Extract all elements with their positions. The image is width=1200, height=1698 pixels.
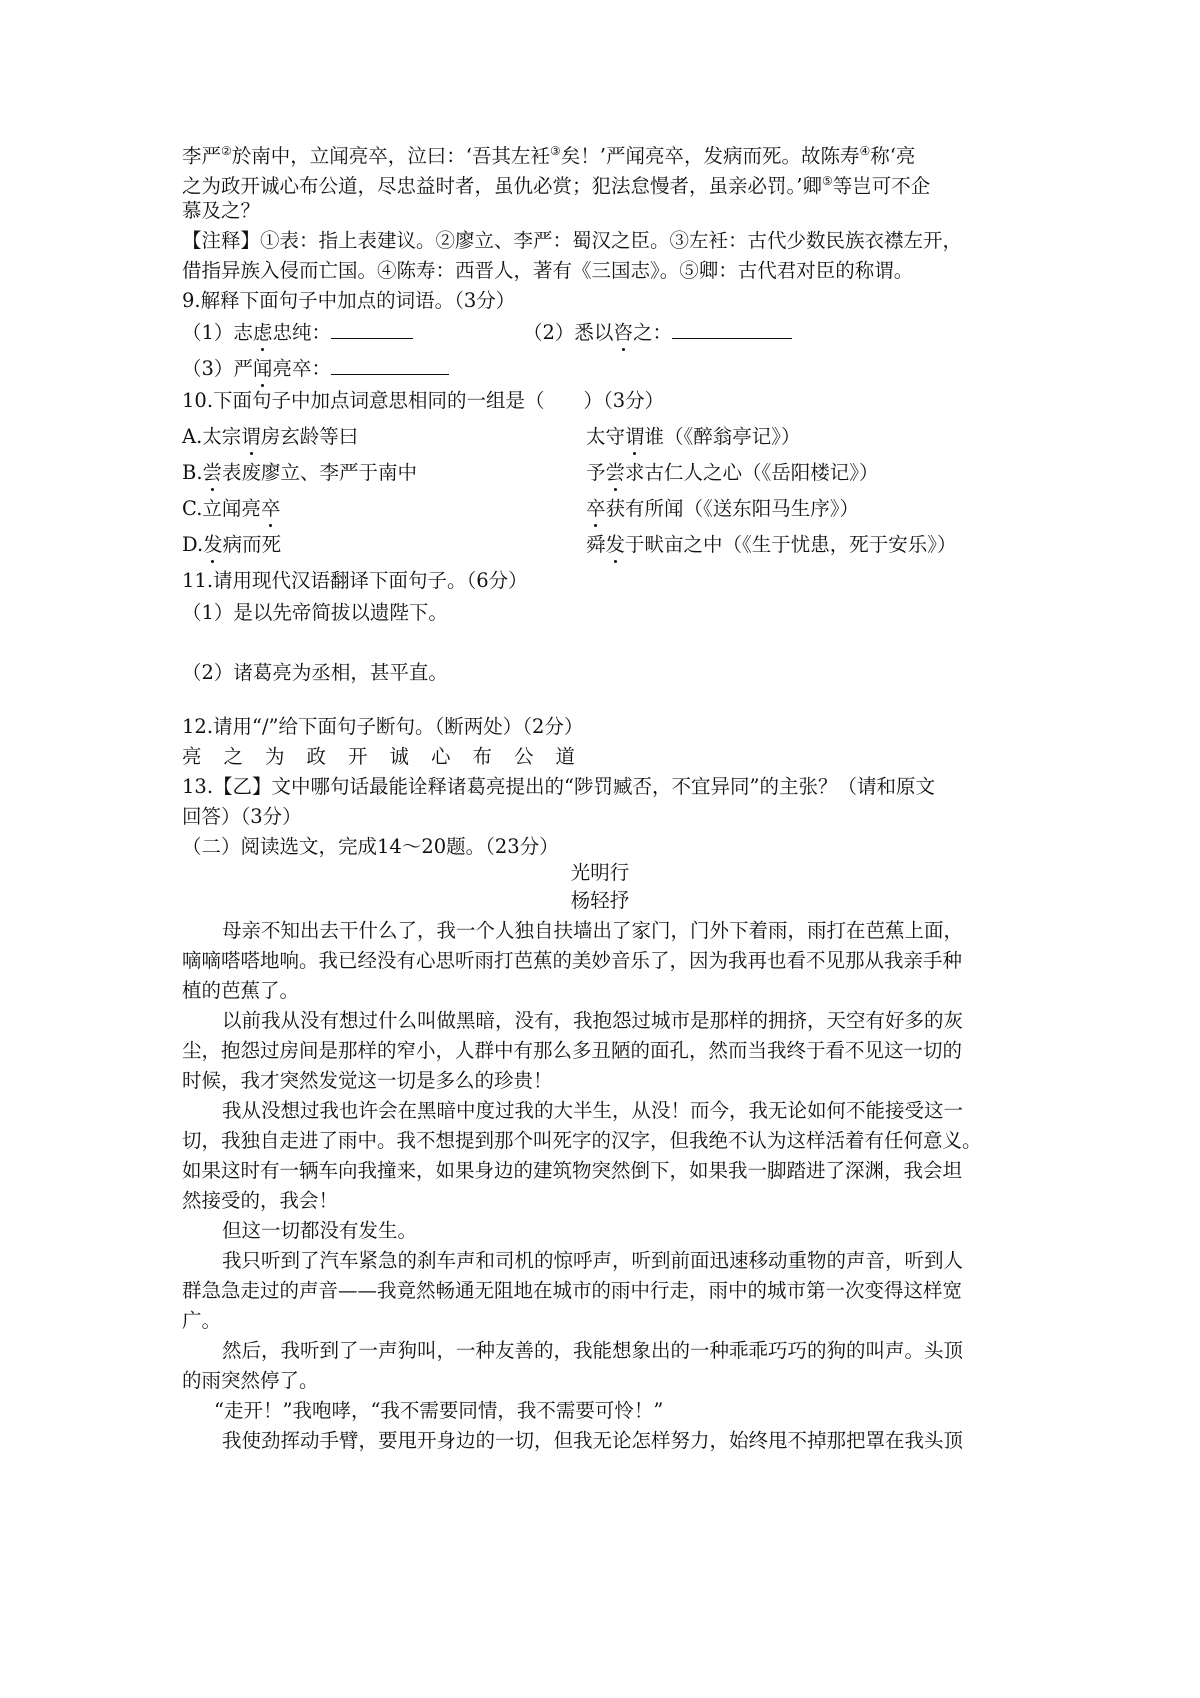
paragraph-5-line-1: 我只听到了汽车紧急的刹车声和司机的惊呼声，听到前面迅速移动重物的声音，听到人: [222, 1249, 964, 1272]
option-c-compare: 卒获有所闻（《送东阳马生序》）: [586, 494, 859, 524]
question-12-title: 12.请用“/”给下面句子断句。（断两处）（2分）: [182, 715, 584, 738]
option-d-compare: 舜发于畎亩之中（《生于忧患，死于安乐》）: [586, 530, 957, 560]
paragraph-4: 但这一切都没有发生。: [222, 1219, 418, 1242]
paragraph-1-line-1: 母亲不知出去干什么了，我一个人独自扶墙出了家门，门外下着雨，雨打在芭蕉上面，: [222, 919, 964, 942]
paragraph-3-line-2: 切，我独自走进了雨中。我不想提到那个叫死字的汉字，但我绝不认为这样活着有任何意义。: [182, 1129, 982, 1152]
passage-line-3: 慕及之？: [182, 199, 261, 222]
section-2-intro: （二）阅读选文，完成14～20题。（23分）: [182, 835, 559, 858]
answer-blank[interactable]: [672, 320, 792, 339]
question-9-item-3: （3）严闻亮卒：: [182, 354, 449, 384]
option-b-compare: 予尝求古仁人之心（《岳阳楼记》）: [586, 458, 879, 488]
paragraph-2-line-2: 尘，抱怨过房间是那样的窄小，人群中有那么多丑陋的面孔，然而当我终于看不见这一切的: [182, 1039, 963, 1062]
passage-line-2: 之为政开诚心布公道，尽忠益时者，虽仇必赏；犯法怠慢者，虽亲必罚。’卿⑤等岂可不企: [182, 174, 931, 198]
question-9-item-1: （1）志虑忠纯：: [182, 318, 413, 348]
question-9-item-2: （2）悉以咨之：: [523, 318, 792, 348]
question-13-line-1: 13.【乙】文中哪句话最能诠释诸葛亮提出的“陟罚臧否，不宜异同”的主张？（请和原文: [182, 775, 935, 798]
paragraph-7: “走开！”我咆哮，“我不需要同情，我不需要可怜！”: [214, 1399, 664, 1422]
question-9-title: 9.解释下面句子中加点的词语。（3分）: [182, 289, 516, 312]
question-12-sentence: 亮之为政开诚心布公道: [182, 745, 598, 768]
paragraph-6-line-2: 的雨突然停了。: [182, 1369, 319, 1392]
option-b[interactable]: B.尝表废廖立、李严于南中: [182, 458, 417, 488]
question-11-sentence-1: （1）是以先帝简拔以遗陛下。: [182, 601, 448, 624]
paragraph-5-line-2: 群急急走过的声音——我竟然畅通无阻地在城市的雨中行走，雨中的城市第一次变得这样宽: [182, 1279, 963, 1302]
paragraph-2-line-3: 时候，我才突然发觉这一切是多么的珍贵！: [182, 1069, 553, 1092]
option-a-compare: 太守谓谁（《醉翁亭记》）: [586, 422, 801, 452]
answer-blank[interactable]: [331, 320, 413, 339]
paragraph-1-line-3: 植的芭蕉了。: [182, 979, 300, 1002]
option-c[interactable]: C.立闻亮卒: [182, 494, 280, 524]
article-title: 光明行: [570, 861, 630, 884]
paragraph-3-line-1: 我从没想过我也许会在黑暗中度过我的大半生，从没！而今，我无论如何不能接受这一: [222, 1099, 964, 1122]
paragraph-6-line-1: 然后，我听到了一声狗叫，一种友善的，我能想象出的一种乖乖巧巧的狗的叫声。头顶: [222, 1339, 964, 1362]
notes-line-2: 借指异族入侵而亡国。④陈寿：西晋人，著有《三国志》。⑤卿：古代君对臣的称谓。: [182, 259, 914, 282]
answer-blank[interactable]: [331, 356, 449, 375]
question-11-sentence-2: （2）诸葛亮为丞相，甚平直。: [182, 661, 448, 684]
passage-line-1: 李严②於南中，立闻亮卒，泣曰：‘吾其左衽③矣！’严闻亮卒，发病而死。故陈寿④称‘亮: [182, 144, 916, 168]
paragraph-2-line-1: 以前我从没有想过什么叫做黑暗，没有，我抱怨过城市是那样的拥挤，天空有好多的灰: [222, 1009, 964, 1032]
article-author: 杨轻抒: [570, 889, 630, 912]
paragraph-8-line-1: 我使劲挥动手臂，要甩开身边的一切，但我无论怎样努力，始终甩不掉那把罩在我头顶: [222, 1429, 964, 1452]
paragraph-3-line-4: 然接受的，我会！: [182, 1189, 339, 1212]
question-11-title: 11.请用现代汉语翻译下面句子。（6分）: [182, 569, 528, 592]
option-d[interactable]: D.发病而死: [182, 530, 281, 560]
question-13-line-2: 回答）（3分）: [182, 805, 302, 828]
paragraph-3-line-3: 如果这时有一辆车向我撞来，如果身边的建筑物突然倒下，如果我一脚踏进了深渊，我会坦: [182, 1159, 963, 1182]
notes-line-1: 【注释】①表：指上表建议。②廖立、李严：蜀汉之臣。③左衽：古代少数民族衣襟左开，: [182, 229, 963, 252]
option-a[interactable]: A.太宗谓房玄龄等曰: [182, 422, 358, 452]
paragraph-1-line-2: 嘀嘀嗒嗒地响。我已经没有心思听雨打芭蕉的美妙音乐了，因为我再也看不见那从我亲手种: [182, 949, 963, 972]
paragraph-5-line-3: 广。: [182, 1309, 222, 1332]
question-10-title: 10.下面句子中加点词意思相同的一组是（ ）（3分）: [182, 389, 665, 412]
